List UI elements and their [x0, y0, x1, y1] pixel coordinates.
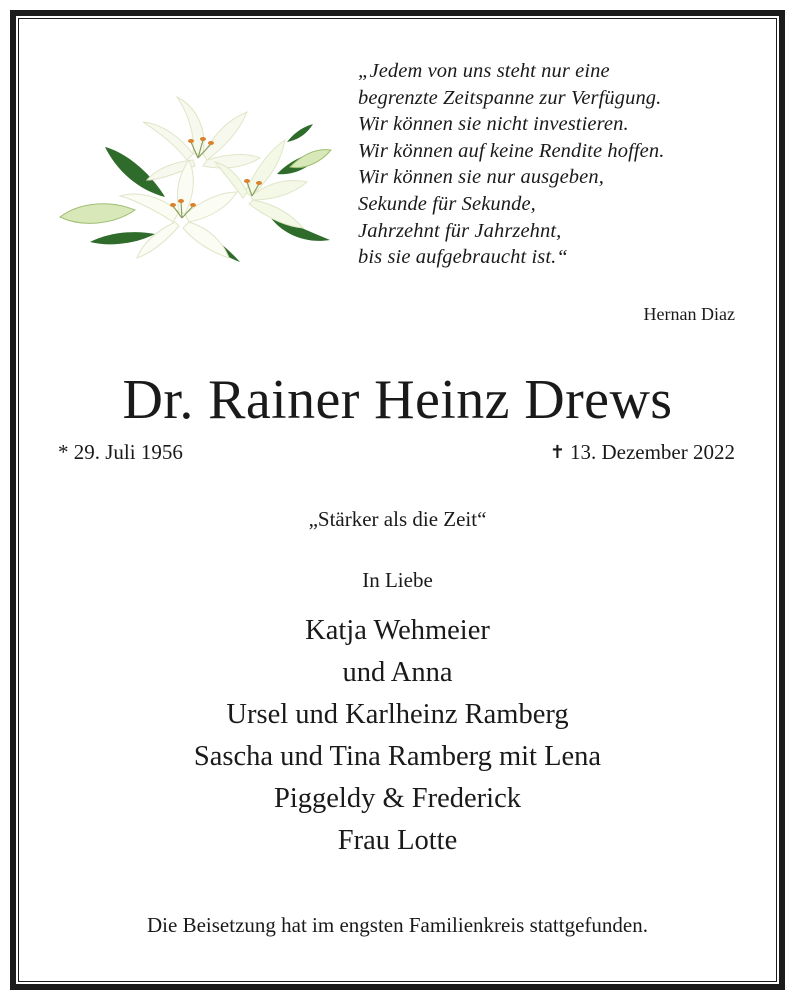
quote-line: Sekunde für Sekunde,: [358, 192, 536, 215]
quote-line: Wir können sie nur ausgeben,: [358, 166, 604, 189]
mourner-entry: Katja Wehmeier: [305, 615, 490, 646]
quote-line: Jahrzehnt für Jahrzehnt,: [358, 219, 562, 242]
mourner-entry: Ursel und Karlheinz Ramberg: [226, 699, 569, 730]
quote-line: Wir können auf keine Rendite hoffen.: [358, 139, 665, 162]
motto: „Stärker als die Zeit“: [308, 507, 487, 531]
quote-line: Wir können sie nicht investieren.: [358, 113, 629, 136]
cross-icon: ✝: [549, 442, 565, 463]
death-date: 13. Dezember 2022: [569, 440, 735, 464]
mourner-entry: Sascha und Tina Ramberg mit Lena: [193, 741, 602, 772]
mourners-list: [0, 610, 795, 862]
quote-line: begrenzte Zeitspanne zur Verfügung.: [358, 86, 662, 109]
lily-flower-icon: [55, 92, 340, 267]
quote-author: Hernan Diaz: [643, 304, 735, 324]
quote-line: „Jedem von uns steht nur eine: [358, 60, 610, 82]
quote-line: bis sie aufgebraucht ist.“: [358, 246, 568, 269]
mourner-entry: Piggeldy & Frederick: [274, 783, 521, 814]
mourner-entry: und Anna: [342, 657, 453, 688]
death-date-group: [550, 440, 735, 465]
birth-date: * 29. Juli 1956: [58, 440, 183, 464]
mourner-entry: Frau Lotte: [337, 825, 458, 856]
deceased-name: Dr. Rainer Heinz Drews: [122, 369, 673, 431]
closing-note: Die Beisetzung hat im engsten Familienkreis stattgefunden.: [147, 913, 648, 937]
quote-block: [358, 58, 738, 271]
in-love-heading: In Liebe: [362, 568, 433, 592]
